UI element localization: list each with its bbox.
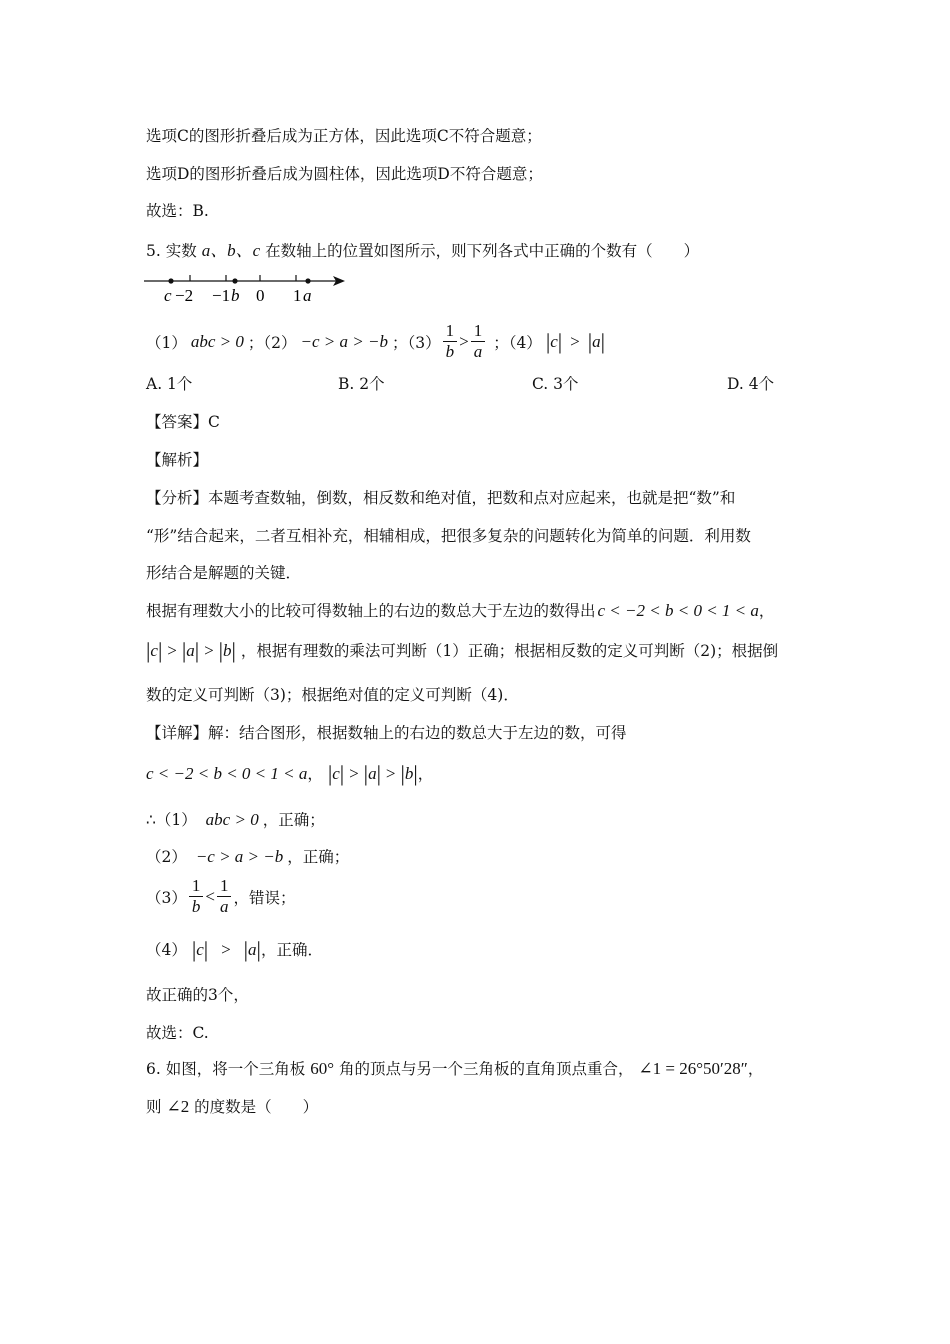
option-c[interactable]: C. 3个 xyxy=(532,375,579,393)
question-number: 6. xyxy=(146,1060,161,1078)
point-c xyxy=(168,278,173,283)
abs-c: |c| xyxy=(146,638,163,663)
label-0: 0 xyxy=(256,286,265,305)
text-line: 选项C的图形折叠后成为正方体，因此选项C不符合题意； xyxy=(146,127,542,145)
number-line-figure xyxy=(140,268,360,308)
label--1: −1 xyxy=(212,286,231,305)
reason-line: |c| > |a| > |b| ，根据有理数的乘法可判断（1）正确；根据相反数的定义可判断（2)；根据倒 xyxy=(146,638,779,663)
conclusion-line: 故正确的3个， xyxy=(146,986,249,1004)
point-b xyxy=(232,278,237,283)
abs-c: |c| xyxy=(327,761,345,786)
question-6-cont: 则 ∠2 的度数是（ ） xyxy=(146,1097,319,1116)
question-6: 6. 如图，将一个三角板 60° 角的顶点与另一个三角板的直角顶点重合， ∠1 = 26°50′28″， xyxy=(146,1059,764,1078)
abs-c: |c| xyxy=(545,328,563,354)
fraction-1-over-b: $\frac{1}{b}$ xyxy=(189,876,204,917)
option-b[interactable]: B. 2个 xyxy=(338,375,385,393)
abs-a: |a| xyxy=(587,328,606,354)
analysis-line: “形”结合起来，二者互相补充，相辅相成，把很多复杂的问题转化为简单的问题．利用数 xyxy=(146,527,751,545)
detail-step-1: ∴（1） abc > 0 ，正确； xyxy=(146,810,325,829)
label-b: b xyxy=(231,286,240,305)
option-d[interactable]: D. 4个 xyxy=(727,375,775,393)
label-1: 1 xyxy=(293,286,302,305)
reason-line: 根据有理数大小的比较可得数轴上的右边的数总大于左边的数得出 c < −2 < b < 0 < 1 < a， xyxy=(146,601,775,620)
abs-a: |a| xyxy=(181,638,200,663)
jiexi-heading: 【解析】 xyxy=(146,451,209,469)
text-line: 选项D的图形折叠后成为圆柱体，因此选项D不符合题意； xyxy=(146,165,543,183)
detail-line: 【详解】解：结合图形，根据数轴上的右边的数总大于左边的数，可得 xyxy=(146,724,627,742)
analysis-line: 【分析】本题考查数轴，倒数，相反数和绝对值，把数和点对应起来，也就是把“数”和 xyxy=(146,489,736,507)
detail-step-2: （2） −c > a > −b ，正确； xyxy=(146,847,350,866)
option-a[interactable]: A. 1个 xyxy=(146,375,193,393)
final-answer-line: 故选：C. xyxy=(146,1024,209,1042)
detail-step-4: （4） |c| > |a|，正确． xyxy=(146,937,323,962)
analysis-line: 形结合是解题的关键． xyxy=(146,564,302,582)
detail-line: c < −2 < b < 0 < 1 < a， |c| > |a| > |b|， xyxy=(146,761,434,786)
abs-a: |a| xyxy=(243,937,261,962)
answer-line: 【答案】C xyxy=(146,413,220,431)
question-number: 5. xyxy=(146,242,161,260)
detail-step-3: （3） $\frac{1}{b}$ < $\frac{1}{a}$ ，错误； xyxy=(146,876,296,916)
text-line: 故选：B. xyxy=(146,202,209,220)
fraction-1-over-b: $\frac{1}{b}$ xyxy=(443,321,458,362)
abs-a: |a| xyxy=(363,761,381,786)
abs-b: |b| xyxy=(218,638,236,663)
question-5: 5. 实数 a、b、c 在数轴上的位置如图所示，则下列各式中正确的个数有（ ） xyxy=(146,241,700,260)
fraction-1-over-a: $\frac{1}{a}$ xyxy=(471,321,486,362)
label-c: c xyxy=(164,286,172,305)
point-a xyxy=(305,278,310,283)
fraction-1-over-a: $\frac{1}{a}$ xyxy=(217,876,232,917)
abs-c: |c| xyxy=(191,937,209,962)
label-a: a xyxy=(303,286,312,305)
label--2: −2 xyxy=(175,286,194,305)
abs-b: |b| xyxy=(400,761,418,786)
statements-row: （1） abc > 0 ；（2） −c > a > −b ；（3） $\frac{1}{b}$ > $\frac{1}{a}$ ；（4） |c| > |a| xyxy=(146,321,606,361)
reason-line: 数的定义可判断（3)；根据绝对值的定义可判断（4)． xyxy=(146,686,519,704)
